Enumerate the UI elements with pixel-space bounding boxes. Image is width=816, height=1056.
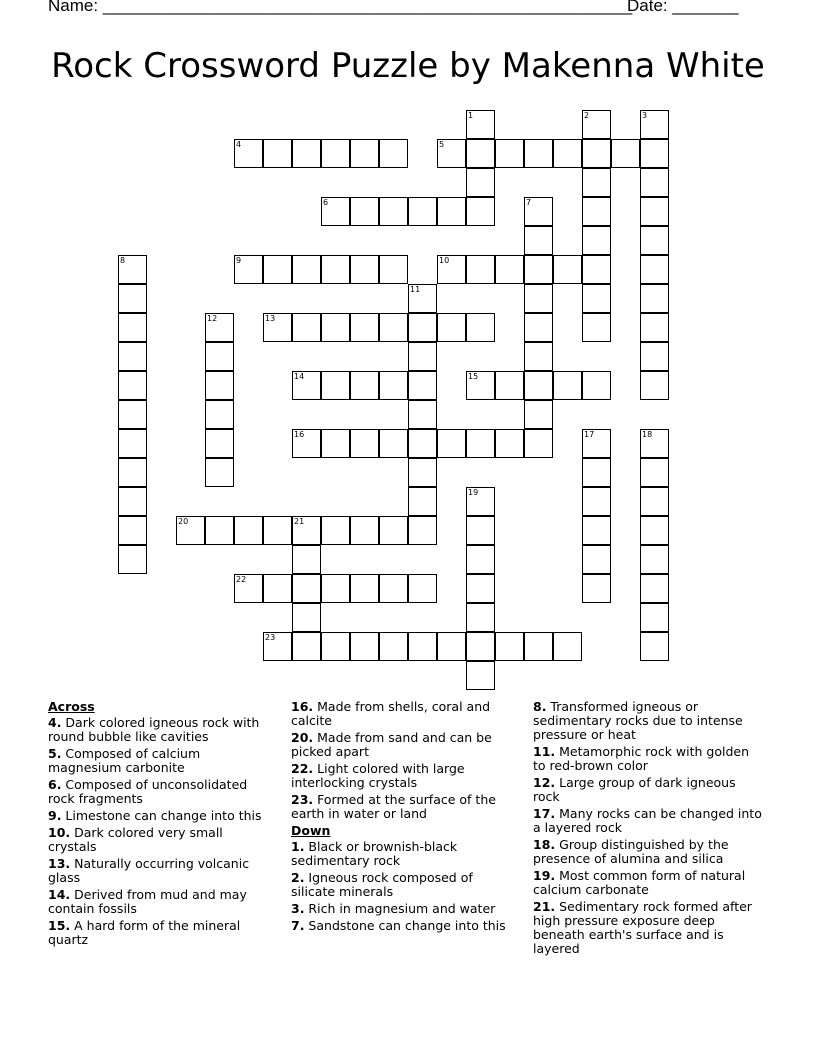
- grid-cell[interactable]: [263, 574, 292, 603]
- grid-cell[interactable]: [553, 139, 582, 168]
- grid-cell[interactable]: [292, 139, 321, 168]
- clue-text: Naturally occurring volcanic glass: [48, 856, 250, 885]
- grid-cell[interactable]: [640, 487, 669, 516]
- grid-cell[interactable]: [292, 313, 321, 342]
- clue-item: [48, 826, 273, 854]
- clue-number: 14.: [48, 887, 71, 902]
- cell-number: 4: [236, 140, 242, 149]
- grid-cell[interactable]: [234, 255, 263, 284]
- grid-cell[interactable]: [321, 313, 350, 342]
- clue-text: Many rocks can be changed into a layered rock: [533, 806, 762, 835]
- grid-cell[interactable]: [292, 632, 321, 661]
- grid-cell[interactable]: [524, 371, 553, 400]
- clue-number: 22.: [291, 761, 314, 776]
- grid-cell[interactable]: [408, 574, 437, 603]
- clue-number: 17.: [533, 806, 556, 821]
- grid-cell[interactable]: [437, 632, 466, 661]
- clue-text: A hard form of the mineral quartz: [48, 918, 241, 947]
- clue-text: Large group of dark igneous rock: [533, 775, 736, 804]
- grid-cell[interactable]: [321, 197, 350, 226]
- cell-number: 10: [439, 256, 450, 265]
- clue-number: 11.: [533, 744, 556, 759]
- grid-cell[interactable]: [118, 545, 147, 574]
- grid-cell[interactable]: [408, 487, 437, 516]
- clue-number: 7.: [291, 918, 305, 933]
- cell-number: 11: [410, 285, 421, 294]
- grid-cell[interactable]: [292, 429, 321, 458]
- grid-cell[interactable]: [466, 168, 495, 197]
- cell-number: 16: [294, 430, 305, 439]
- grid-cell[interactable]: [582, 516, 611, 545]
- grid-cell[interactable]: [118, 255, 147, 284]
- grid-cell[interactable]: [408, 371, 437, 400]
- grid-cell[interactable]: [466, 255, 495, 284]
- grid-cell[interactable]: [408, 342, 437, 371]
- grid-cell[interactable]: [205, 516, 234, 545]
- clue-number: 16.: [291, 699, 314, 714]
- grid-cell[interactable]: [582, 371, 611, 400]
- clue-text: Most common form of natural calcium carbonate: [533, 868, 746, 897]
- grid-cell[interactable]: [582, 139, 611, 168]
- grid-cell[interactable]: [118, 400, 147, 429]
- grid-cell[interactable]: [379, 574, 408, 603]
- grid-cell[interactable]: [466, 632, 495, 661]
- grid-cell[interactable]: [176, 516, 205, 545]
- clue-item: [533, 745, 763, 773]
- grid-cell[interactable]: [640, 197, 669, 226]
- grid-cell[interactable]: [379, 139, 408, 168]
- grid-cell[interactable]: [640, 458, 669, 487]
- grid-cell[interactable]: [524, 255, 553, 284]
- grid-cell[interactable]: [234, 574, 263, 603]
- grid-cell[interactable]: [466, 603, 495, 632]
- clue-number: 8.: [533, 699, 547, 714]
- across-clue-list: [48, 716, 273, 947]
- grid-cell[interactable]: [524, 313, 553, 342]
- grid-cell[interactable]: [292, 516, 321, 545]
- grid-cell[interactable]: [582, 110, 611, 139]
- grid-cell[interactable]: [263, 139, 292, 168]
- grid-cell[interactable]: [466, 516, 495, 545]
- clue-item: [48, 778, 273, 806]
- cell-number: 19: [468, 488, 479, 497]
- clue-item: [533, 776, 763, 804]
- cell-number: 3: [642, 111, 648, 120]
- grid-cell[interactable]: [350, 139, 379, 168]
- grid-cell[interactable]: [495, 255, 524, 284]
- grid-cell[interactable]: [292, 371, 321, 400]
- cell-number: 17: [584, 430, 595, 439]
- clue-number: 3.: [291, 901, 305, 916]
- grid-cell[interactable]: [379, 255, 408, 284]
- grid-cell[interactable]: [408, 197, 437, 226]
- grid-cell[interactable]: [466, 313, 495, 342]
- grid-cell[interactable]: [437, 313, 466, 342]
- grid-cell[interactable]: [205, 458, 234, 487]
- grid-cell[interactable]: [408, 400, 437, 429]
- cell-number: 21: [294, 517, 305, 526]
- clue-text: Sandstone can change into this: [304, 918, 506, 933]
- grid-cell[interactable]: [350, 516, 379, 545]
- grid-cell[interactable]: [640, 226, 669, 255]
- clue-number: 1.: [291, 839, 305, 854]
- clue-text: Group distinguished by the presence of alumina and silica: [533, 837, 729, 866]
- grid-cell[interactable]: [350, 371, 379, 400]
- grid-cell[interactable]: [640, 168, 669, 197]
- grid-cell[interactable]: [118, 284, 147, 313]
- cell-number: 8: [120, 256, 126, 265]
- grid-cell[interactable]: [640, 371, 669, 400]
- grid-cell[interactable]: [553, 371, 582, 400]
- clue-item: [48, 716, 273, 744]
- clue-text: Limestone can change into this: [61, 808, 262, 823]
- grid-cell[interactable]: [466, 487, 495, 516]
- cell-number: 13: [265, 314, 276, 323]
- grid-cell[interactable]: [118, 371, 147, 400]
- grid-cell[interactable]: [263, 632, 292, 661]
- grid-cell[interactable]: [640, 574, 669, 603]
- grid-cell[interactable]: [321, 429, 350, 458]
- grid-cell[interactable]: [495, 429, 524, 458]
- clue-item: [533, 869, 763, 897]
- cell-number: 2: [584, 111, 590, 120]
- grid-cell[interactable]: [263, 313, 292, 342]
- grid-cell[interactable]: [379, 632, 408, 661]
- grid-cell[interactable]: [205, 342, 234, 371]
- clue-number: 5.: [48, 746, 62, 761]
- grid-cell[interactable]: [205, 400, 234, 429]
- grid-cell[interactable]: [524, 342, 553, 371]
- clue-item: [533, 838, 763, 866]
- grid-cell[interactable]: [524, 197, 553, 226]
- grid-cell[interactable]: [582, 197, 611, 226]
- grid-cell[interactable]: [582, 574, 611, 603]
- grid-cell[interactable]: [437, 139, 466, 168]
- grid-cell[interactable]: [118, 429, 147, 458]
- clue-item: [291, 700, 516, 728]
- cell-number: 15: [468, 372, 479, 381]
- grid-cell[interactable]: [640, 284, 669, 313]
- cell-number: 12: [207, 314, 218, 323]
- cell-number: 18: [642, 430, 653, 439]
- grid-cell[interactable]: [466, 197, 495, 226]
- grid-cell[interactable]: [408, 632, 437, 661]
- grid-cell[interactable]: [640, 139, 669, 168]
- grid-cell[interactable]: [553, 255, 582, 284]
- name-field-label[interactable]: Name: ________________________________________________________: [48, 0, 633, 15]
- clue-text: Metamorphic rock with golden to red-brown color: [533, 744, 749, 773]
- grid-cell[interactable]: [582, 487, 611, 516]
- clue-text: Composed of calcium magnesium carbonite: [48, 746, 201, 775]
- grid-cell[interactable]: [640, 632, 669, 661]
- clue-item: [48, 747, 273, 775]
- worksheet-header: [0, 0, 816, 20]
- grid-cell[interactable]: [466, 429, 495, 458]
- grid-cell[interactable]: [582, 429, 611, 458]
- clue-number: 12.: [533, 775, 556, 790]
- clues-column-3: [533, 700, 763, 959]
- grid-cell[interactable]: [118, 516, 147, 545]
- grid-cell[interactable]: [379, 313, 408, 342]
- clue-item: [291, 731, 516, 759]
- clue-item: [291, 871, 516, 899]
- clue-text: Dark colored igneous rock with round bubble like cavities: [48, 715, 260, 744]
- grid-cell[interactable]: [582, 255, 611, 284]
- grid-cell[interactable]: [118, 342, 147, 371]
- grid-cell[interactable]: [524, 226, 553, 255]
- clue-number: 13.: [48, 856, 71, 871]
- clue-number: 19.: [533, 868, 556, 883]
- across-heading: Across: [48, 699, 95, 714]
- down-clue-list: [291, 840, 516, 933]
- clue-text: Black or brownish-black sedimentary rock: [291, 839, 458, 868]
- clue-number: 21.: [533, 899, 556, 914]
- grid-cell[interactable]: [640, 603, 669, 632]
- grid-cell[interactable]: [495, 139, 524, 168]
- clue-item: [533, 700, 763, 742]
- grid-cell[interactable]: [582, 313, 611, 342]
- grid-cell[interactable]: [292, 574, 321, 603]
- clue-item: [533, 807, 763, 835]
- grid-cell[interactable]: [321, 139, 350, 168]
- page-title: Rock Crossword Puzzle by Makenna White: [51, 46, 765, 86]
- grid-cell[interactable]: [379, 197, 408, 226]
- grid-cell[interactable]: [350, 255, 379, 284]
- clue-text: Made from sand and can be picked apart: [291, 730, 492, 759]
- grid-cell[interactable]: [118, 487, 147, 516]
- grid-cell[interactable]: [263, 516, 292, 545]
- grid-cell[interactable]: [466, 110, 495, 139]
- cell-number: 9: [236, 256, 242, 265]
- grid-cell[interactable]: [582, 458, 611, 487]
- grid-cell[interactable]: [292, 545, 321, 574]
- grid-cell[interactable]: [582, 545, 611, 574]
- grid-cell[interactable]: [495, 371, 524, 400]
- clues-column-1: [48, 700, 273, 950]
- grid-cell[interactable]: [350, 429, 379, 458]
- grid-cell[interactable]: [524, 429, 553, 458]
- clue-number: 23.: [291, 792, 314, 807]
- clue-item: [48, 888, 273, 916]
- across-clue-list-continued: [291, 700, 516, 821]
- clue-item: [291, 840, 516, 868]
- clue-item: [291, 919, 516, 933]
- grid-cell[interactable]: [263, 255, 292, 284]
- grid-cell[interactable]: [205, 313, 234, 342]
- grid-cell[interactable]: [640, 516, 669, 545]
- clue-item: [291, 762, 516, 790]
- cell-number: 1: [468, 111, 474, 120]
- grid-cell[interactable]: [524, 632, 553, 661]
- clue-text: Formed at the surface of the earth in water or land: [291, 792, 496, 821]
- grid-cell[interactable]: [640, 110, 669, 139]
- grid-cell[interactable]: [582, 226, 611, 255]
- clue-text: Sedimentary rock formed after high pressure exposure deep beneath earth's surface and is layered: [533, 899, 752, 956]
- grid-cell[interactable]: [582, 168, 611, 197]
- cell-number: 23: [265, 633, 276, 642]
- clue-item: [533, 900, 763, 956]
- down-heading: Down: [291, 823, 331, 838]
- grid-cell[interactable]: [205, 429, 234, 458]
- clue-item: [48, 857, 273, 885]
- grid-cell[interactable]: [640, 545, 669, 574]
- grid-cell[interactable]: [379, 516, 408, 545]
- grid-cell[interactable]: [234, 516, 263, 545]
- grid-cell[interactable]: [350, 313, 379, 342]
- grid-cell[interactable]: [611, 139, 640, 168]
- clue-text: Transformed igneous or sedimentary rocks due to intense pressure or heat: [533, 699, 743, 742]
- clue-number: 6.: [48, 777, 62, 792]
- clue-text: Dark colored very small crystals: [48, 825, 223, 854]
- grid-cell[interactable]: [292, 603, 321, 632]
- grid-cell[interactable]: [205, 371, 234, 400]
- grid-cell[interactable]: [408, 516, 437, 545]
- grid-cell[interactable]: [408, 429, 437, 458]
- clue-text: Rich in magnesium and water: [304, 901, 496, 916]
- grid-cell[interactable]: [466, 371, 495, 400]
- grid-cell[interactable]: [466, 545, 495, 574]
- grid-cell[interactable]: [466, 139, 495, 168]
- clue-text: Composed of unconsolidated rock fragments: [48, 777, 248, 806]
- grid-cell[interactable]: [379, 429, 408, 458]
- clue-item: [291, 902, 516, 916]
- grid-cell[interactable]: [524, 400, 553, 429]
- clue-text: Light colored with large interlocking crystals: [291, 761, 465, 790]
- cell-number: 7: [526, 198, 532, 207]
- cell-number: 6: [323, 198, 329, 207]
- grid-cell[interactable]: [408, 458, 437, 487]
- grid-cell[interactable]: [234, 139, 263, 168]
- grid-cell[interactable]: [321, 632, 350, 661]
- clue-text: Derived from mud and may contain fossils: [48, 887, 247, 916]
- cell-number: 20: [178, 517, 189, 526]
- clue-number: 4.: [48, 715, 62, 730]
- grid-cell[interactable]: [437, 255, 466, 284]
- clue-number: 18.: [533, 837, 556, 852]
- grid-cell[interactable]: [350, 574, 379, 603]
- grid-cell[interactable]: [437, 197, 466, 226]
- grid-cell[interactable]: [408, 284, 437, 313]
- grid-cell[interactable]: [118, 313, 147, 342]
- cell-number: 22: [236, 575, 247, 584]
- grid-cell[interactable]: [495, 632, 524, 661]
- grid-cell[interactable]: [582, 284, 611, 313]
- clue-text: Igneous rock composed of silicate minerals: [291, 870, 473, 899]
- grid-cell[interactable]: [640, 255, 669, 284]
- clue-number: 9.: [48, 808, 62, 823]
- grid-cell[interactable]: [466, 574, 495, 603]
- cell-number: 5: [439, 140, 445, 149]
- clue-text: Made from shells, coral and calcite: [291, 699, 491, 728]
- grid-cell[interactable]: [437, 429, 466, 458]
- grid-cell[interactable]: [321, 516, 350, 545]
- clue-number: 10.: [48, 825, 71, 840]
- down-clue-list-continued: [533, 700, 763, 956]
- cell-number: 14: [294, 372, 305, 381]
- grid-cell[interactable]: [118, 458, 147, 487]
- grid-cell[interactable]: [524, 139, 553, 168]
- grid-cell[interactable]: [379, 371, 408, 400]
- clues-column-2: [291, 700, 516, 936]
- clue-number: 15.: [48, 918, 71, 933]
- grid-cell[interactable]: [466, 661, 495, 690]
- grid-cell[interactable]: [553, 632, 582, 661]
- grid-cell[interactable]: [640, 342, 669, 371]
- grid-cell[interactable]: [350, 632, 379, 661]
- grid-cell[interactable]: [350, 197, 379, 226]
- grid-cell[interactable]: [292, 255, 321, 284]
- clue-item: [48, 809, 273, 823]
- grid-cell[interactable]: [321, 371, 350, 400]
- grid-cell[interactable]: [640, 429, 669, 458]
- grid-cell[interactable]: [524, 284, 553, 313]
- clue-number: 2.: [291, 870, 305, 885]
- clue-number: 20.: [291, 730, 314, 745]
- clue-item: [48, 919, 273, 947]
- grid-cell[interactable]: [640, 313, 669, 342]
- clue-item: [291, 793, 516, 821]
- grid-cell[interactable]: [321, 255, 350, 284]
- grid-cell[interactable]: [321, 574, 350, 603]
- date-field-label[interactable]: Date: _______: [627, 0, 739, 15]
- grid-cell[interactable]: [408, 313, 437, 342]
